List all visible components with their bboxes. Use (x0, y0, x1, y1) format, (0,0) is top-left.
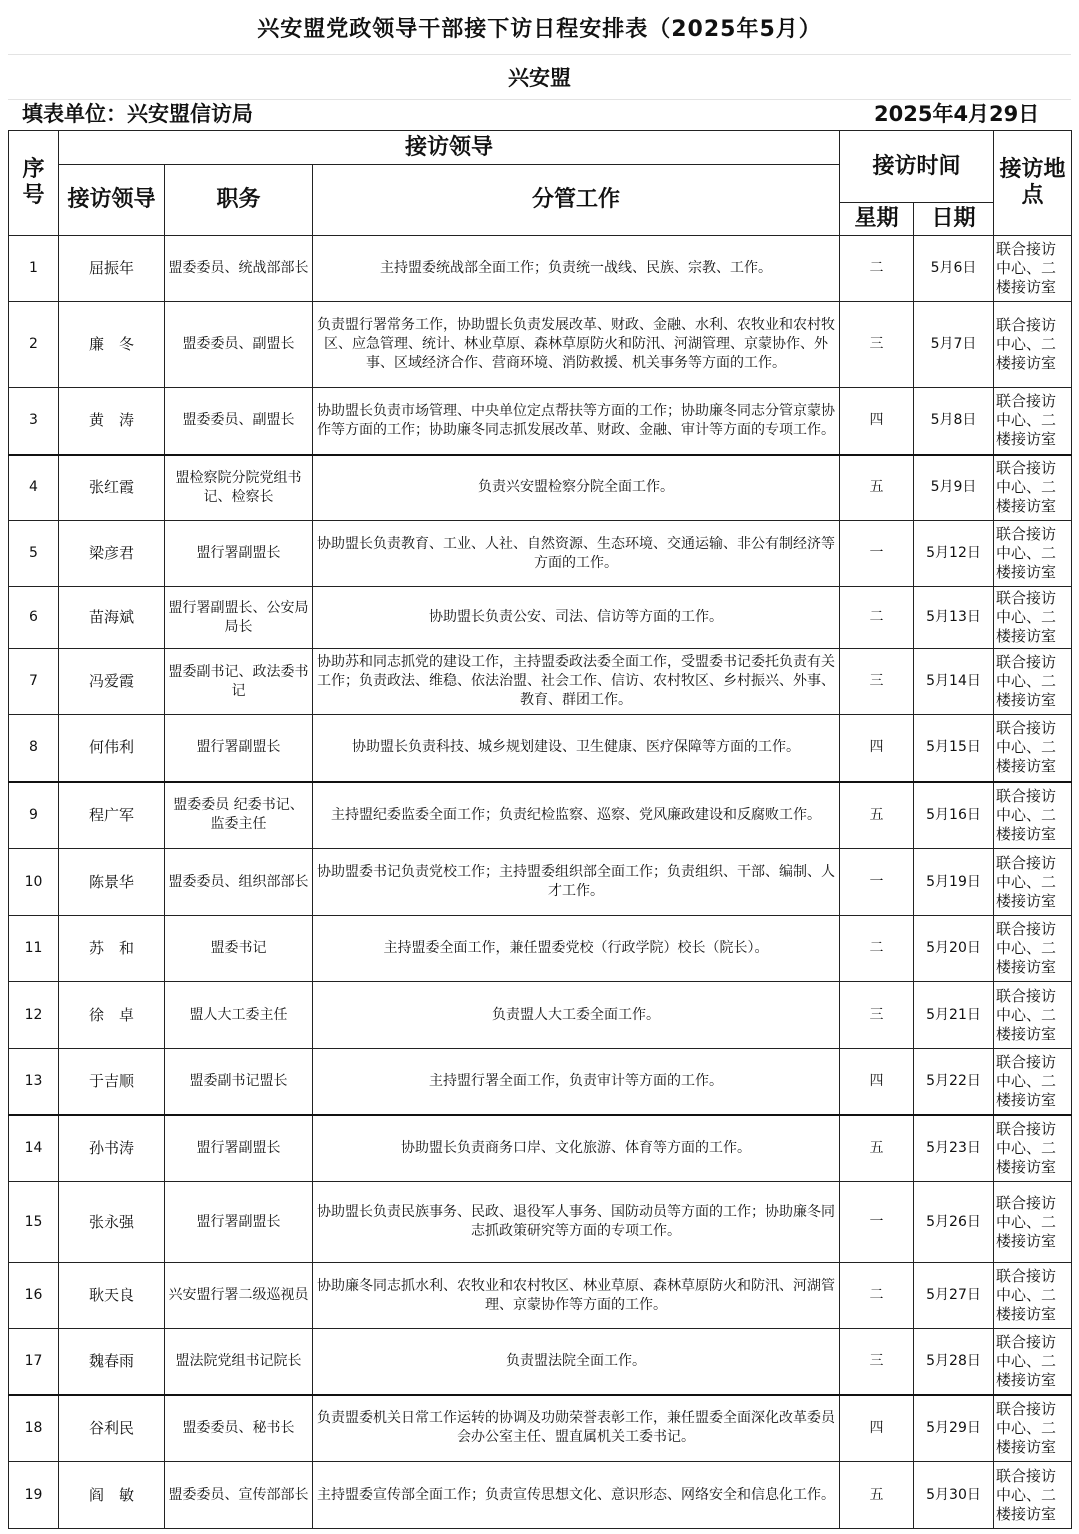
leader-name: 冯爱霞 (59, 649, 165, 715)
weekday: 三 (840, 302, 914, 388)
duty-description: 协助廉冬同志抓水利、农牧业和农村牧区、林业草原、森林草原防火和防汛、河湖管理、京蒙协作等方面的工作。 (313, 1263, 840, 1329)
row-number: 7 (9, 649, 59, 715)
position: 盟委副书记盟长 (165, 1049, 313, 1115)
visit-date: 5月9日 (914, 455, 994, 521)
weekday: 二 (840, 916, 914, 982)
leader-name: 徐 卓 (59, 982, 165, 1049)
visit-date: 5月30日 (914, 1462, 994, 1529)
location: 联合接访中心、二楼接访室 (994, 1263, 1072, 1329)
position: 盟委委员、副盟长 (165, 388, 313, 455)
weekday: 四 (840, 388, 914, 455)
leader-name: 张红霞 (59, 455, 165, 521)
leader-name: 魏春雨 (59, 1329, 165, 1395)
position: 盟行署副盟长 (165, 1115, 313, 1182)
location: 联合接访中心、二楼接访室 (994, 236, 1072, 302)
location: 联合接访中心、二楼接访室 (994, 587, 1072, 649)
header-time-group: 接访时间 (840, 131, 994, 203)
duty-description: 协助盟长负责科技、城乡规划建设、卫生健康、医疗保障等方面的工作。 (313, 715, 840, 782)
weekday: 一 (840, 1182, 914, 1263)
duty-description: 负责盟行署常务工作，协助盟长负责发展改革、财政、金融、水利、农牧业和农村牧区、应急管理、统计、林业草原、森林草原防火和防汛、河湖管理、京蒙协作、外事、区域经济合作、营商环境、消防救援、机关事务等方面的工作。 (313, 302, 840, 388)
duty-description: 协助盟长负责公安、司法、信访等方面的工作。 (313, 587, 840, 649)
position: 盟委委员、秘书长 (165, 1395, 313, 1462)
table-row (9, 587, 1072, 649)
location: 联合接访中心、二楼接访室 (994, 849, 1072, 916)
row-number: 2 (9, 302, 59, 388)
position: 兴安盟行署二级巡视员 (165, 1263, 313, 1329)
location: 联合接访中心、二楼接访室 (994, 302, 1072, 388)
row-number: 6 (9, 587, 59, 649)
leader-name: 廉 冬 (59, 302, 165, 388)
visit-date: 5月8日 (914, 388, 994, 455)
visit-date: 5月6日 (914, 236, 994, 302)
position: 盟委书记 (165, 916, 313, 982)
weekday: 三 (840, 1329, 914, 1395)
weekday: 四 (840, 1049, 914, 1115)
duty-description: 负责盟人大工委全面工作。 (313, 982, 840, 1049)
leader-name: 于吉顺 (59, 1049, 165, 1115)
table-row (9, 455, 1072, 521)
header-duty: 分管工作 (313, 165, 840, 236)
visit-date: 5月23日 (914, 1115, 994, 1182)
visit-date: 5月22日 (914, 1049, 994, 1115)
duty-description: 主持盟委宣传部全面工作；负责宣传思想文化、意识形态、网络安全和信息化工作。 (313, 1462, 840, 1529)
location: 联合接访中心、二楼接访室 (994, 521, 1072, 587)
row-number: 5 (9, 521, 59, 587)
row-number: 14 (9, 1115, 59, 1182)
row-number: 11 (9, 916, 59, 982)
weekday: 一 (840, 521, 914, 587)
table-row (9, 1329, 1072, 1395)
leader-name: 梁彦君 (59, 521, 165, 587)
weekday: 五 (840, 1115, 914, 1182)
visit-date: 5月27日 (914, 1263, 994, 1329)
row-number: 8 (9, 715, 59, 782)
table-row (9, 1182, 1072, 1263)
visit-date: 5月28日 (914, 1329, 994, 1395)
visit-date: 5月29日 (914, 1395, 994, 1462)
visit-date: 5月13日 (914, 587, 994, 649)
leader-name: 苗海斌 (59, 587, 165, 649)
location: 联合接访中心、二楼接访室 (994, 1049, 1072, 1115)
weekday: 二 (840, 587, 914, 649)
table-row (9, 236, 1072, 302)
header-location: 接访地点 (994, 131, 1072, 236)
table-row (9, 1462, 1072, 1529)
duty-description: 负责兴安盟检察分院全面工作。 (313, 455, 840, 521)
duty-description: 协助盟长负责市场管理、中央单位定点帮扶等方面的工作；协助廉冬同志分管京蒙协作等方面的工作；协助廉冬同志抓发展改革、财政、金融、审计等方面的专项工作。 (313, 388, 840, 455)
row-number: 12 (9, 982, 59, 1049)
weekday: 一 (840, 849, 914, 916)
position: 盟行署副盟长 (165, 521, 313, 587)
duty-description: 协助盟长负责商务口岸、文化旅游、体育等方面的工作。 (313, 1115, 840, 1182)
table-row (9, 849, 1072, 916)
leader-name: 屈振年 (59, 236, 165, 302)
header-day: 日期 (914, 203, 994, 236)
location: 联合接访中心、二楼接访室 (994, 455, 1072, 521)
table-row (9, 1395, 1072, 1462)
duty-description: 主持盟委全面工作，兼任盟委党校（行政学院）校长（院长）。 (313, 916, 840, 982)
position: 盟委委员 纪委书记、监委主任 (165, 782, 313, 849)
location: 联合接访中心、二楼接访室 (994, 1329, 1072, 1395)
meta-row (8, 99, 1071, 130)
location: 联合接访中心、二楼接访室 (994, 1395, 1072, 1462)
duty-description: 主持盟委统战部全面工作；负责统一战线、民族、宗教、工作。 (313, 236, 840, 302)
header-weekday: 星期 (840, 203, 914, 236)
leader-name: 阎 敏 (59, 1462, 165, 1529)
location: 联合接访中心、二楼接访室 (994, 388, 1072, 455)
weekday: 二 (840, 1263, 914, 1329)
row-number: 15 (9, 1182, 59, 1263)
position: 盟检察院分院党组书记、检察长 (165, 455, 313, 521)
row-number: 18 (9, 1395, 59, 1462)
row-number: 1 (9, 236, 59, 302)
leader-name: 陈景华 (59, 849, 165, 916)
table-row (9, 521, 1072, 587)
duty-description: 协助盟委书记负责党校工作；主持盟委组织部全面工作；负责组织、干部、编制、人才工作。 (313, 849, 840, 916)
row-number: 16 (9, 1263, 59, 1329)
table-row (9, 916, 1072, 982)
position: 盟委委员、统战部部长 (165, 236, 313, 302)
row-number: 17 (9, 1329, 59, 1395)
location: 联合接访中心、二楼接访室 (994, 782, 1072, 849)
table-row (9, 1049, 1072, 1115)
schedule-rows (9, 236, 1072, 1529)
table-row (9, 782, 1072, 849)
header-leader-group: 接访领导 (59, 131, 840, 165)
weekday: 五 (840, 782, 914, 849)
duty-description: 负责盟委机关日常工作运转的协调及功勋荣誉表彰工作，兼任盟委全面深化改革委员会办公室主任、盟直属机关工委书记。 (313, 1395, 840, 1462)
weekday: 三 (840, 982, 914, 1049)
visit-date: 5月20日 (914, 916, 994, 982)
location: 联合接访中心、二楼接访室 (994, 916, 1072, 982)
table-row (9, 1115, 1072, 1182)
row-number: 4 (9, 455, 59, 521)
weekday: 四 (840, 715, 914, 782)
location: 联合接访中心、二楼接访室 (994, 649, 1072, 715)
row-number: 13 (9, 1049, 59, 1115)
weekday: 二 (840, 236, 914, 302)
leader-name: 黄 涛 (59, 388, 165, 455)
region-subtitle: 兴安盟 (8, 55, 1071, 100)
schedule-table (8, 130, 1072, 1529)
visit-date: 5月15日 (914, 715, 994, 782)
location: 联合接访中心、二楼接访室 (994, 1182, 1072, 1263)
position: 盟委委员、副盟长 (165, 302, 313, 388)
table-row (9, 715, 1072, 782)
duty-description: 协助盟长负责民族事务、民政、退役军人事务、国防动员等方面的工作；协助廉冬同志抓政策研究等方面的专项工作。 (313, 1182, 840, 1263)
position: 盟委委员、组织部部长 (165, 849, 313, 916)
leader-name: 何伟利 (59, 715, 165, 782)
visit-date: 5月14日 (914, 649, 994, 715)
duty-description: 主持盟纪委监委全面工作；负责纪检监察、巡察、党风廉政建设和反腐败工作。 (313, 782, 840, 849)
row-number: 9 (9, 782, 59, 849)
table-row (9, 302, 1072, 388)
duty-description: 主持盟行署全面工作，负责审计等方面的工作。 (313, 1049, 840, 1115)
table-row (9, 982, 1072, 1049)
row-number: 3 (9, 388, 59, 455)
weekday: 四 (840, 1395, 914, 1462)
location: 联合接访中心、二楼接访室 (994, 715, 1072, 782)
leader-name: 程广军 (59, 782, 165, 849)
duty-description: 负责盟法院全面工作。 (313, 1329, 840, 1395)
location: 联合接访中心、二楼接访室 (994, 982, 1072, 1049)
position: 盟人大工委主任 (165, 982, 313, 1049)
leader-name: 谷利民 (59, 1395, 165, 1462)
position: 盟委委员、宣传部部长 (165, 1462, 313, 1529)
visit-date: 5月21日 (914, 982, 994, 1049)
weekday: 五 (840, 455, 914, 521)
visit-date: 5月19日 (914, 849, 994, 916)
position: 盟行署副盟长 (165, 1182, 313, 1263)
visit-date: 5月26日 (914, 1182, 994, 1263)
page-title: 兴安盟党政领导干部接下访日程安排表（2025年5月） (8, 0, 1071, 55)
duty-description: 协助盟长负责教育、工业、人社、自然资源、生态环境、交通运输、非公有制经济等方面的工作。 (313, 521, 840, 587)
duty-description: 协助苏和同志抓党的建设工作，主持盟委政法委全面工作，受盟委书记委托负责有关工作；负责政法、维稳、依法治盟、社会工作、信访、农村牧区、乡村振兴、外事、教育、群团工作。 (313, 649, 840, 715)
table-row (9, 1263, 1072, 1329)
table-row (9, 649, 1072, 715)
leader-name: 孙书涛 (59, 1115, 165, 1182)
position: 盟法院党组书记院长 (165, 1329, 313, 1395)
header-seq: 序号 (9, 131, 59, 236)
visit-date: 5月12日 (914, 521, 994, 587)
weekday: 三 (840, 649, 914, 715)
location: 联合接访中心、二楼接访室 (994, 1462, 1072, 1529)
leader-name: 苏 和 (59, 916, 165, 982)
row-number: 19 (9, 1462, 59, 1529)
visit-date: 5月16日 (914, 782, 994, 849)
row-number: 10 (9, 849, 59, 916)
visit-date: 5月7日 (914, 302, 994, 388)
location: 联合接访中心、二楼接访室 (994, 1115, 1072, 1182)
position: 盟行署副盟长、公安局局长 (165, 587, 313, 649)
table-row (9, 388, 1072, 455)
fill-date: 2025年4月29日 (874, 102, 1040, 126)
filler-unit: 填表单位：兴安盟信访局 (22, 102, 253, 126)
leader-name: 耿天良 (59, 1263, 165, 1329)
position: 盟行署副盟长 (165, 715, 313, 782)
header-leader: 接访领导 (59, 165, 165, 236)
position: 盟委副书记、政法委书记 (165, 649, 313, 715)
leader-name: 张永强 (59, 1182, 165, 1263)
header-position: 职务 (165, 165, 313, 236)
weekday: 五 (840, 1462, 914, 1529)
